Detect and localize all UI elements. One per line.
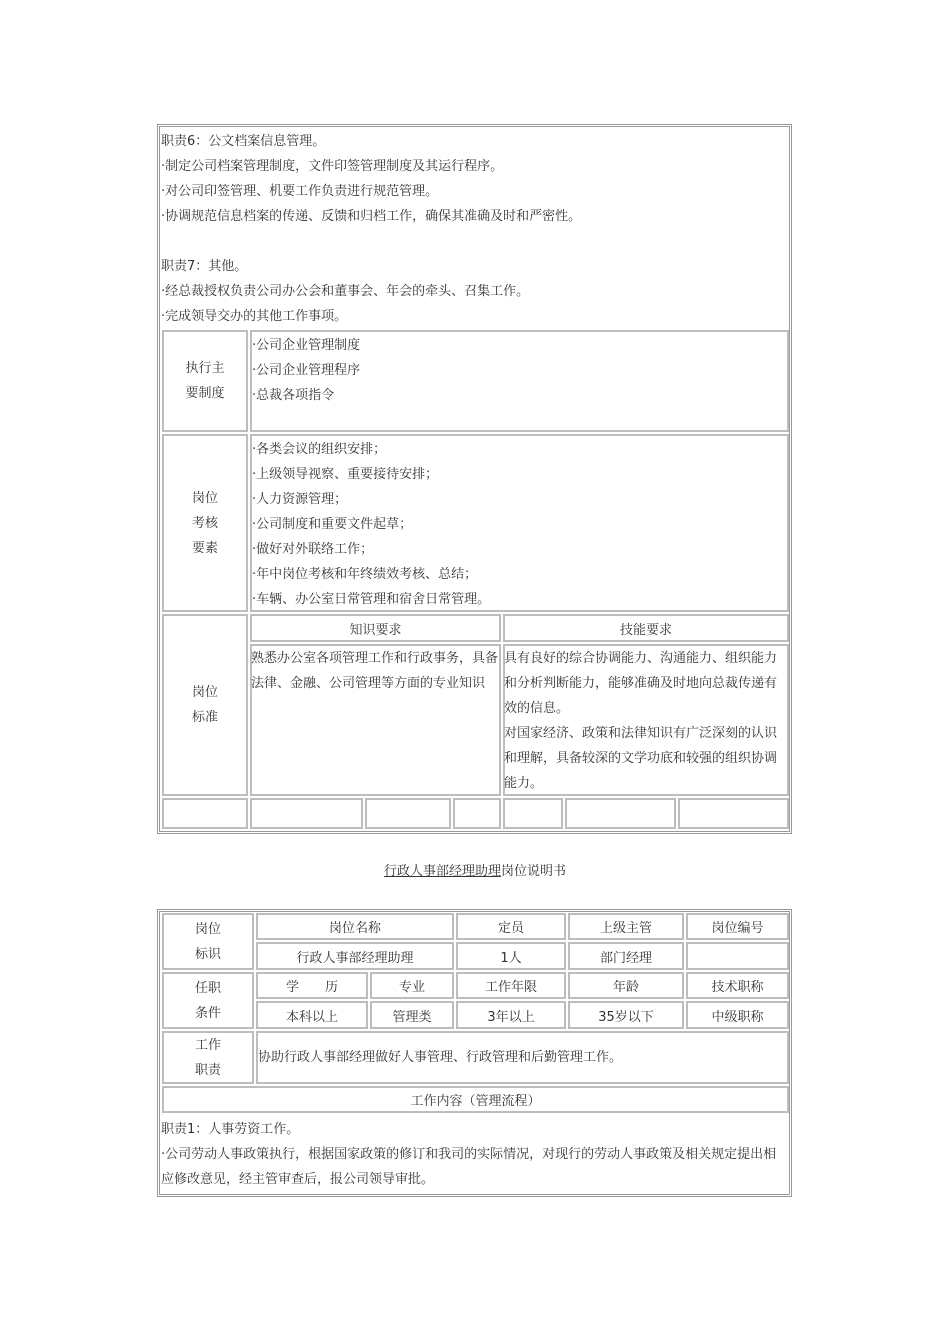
qualifications-label: [162, 972, 254, 1029]
identity-header: 上级主管: [568, 913, 684, 940]
assessment-item: ·做好对外联络工作；: [252, 542, 374, 557]
assessment-label: [162, 434, 248, 612]
empty-cell: [565, 798, 676, 829]
duty7-item: ·经总裁授权负责公司办公会和董事会、年会的牵头、召集工作。: [161, 284, 530, 299]
duties-text: 协助行政人事部经理做好人事管理、行政管理和后勤管理工作。: [258, 1050, 623, 1065]
duties-label: [162, 1031, 254, 1084]
qualification-value: 中级职称: [686, 1001, 789, 1029]
empty-cell: [365, 798, 451, 829]
standard-label: [162, 614, 248, 796]
document-title: [0, 860, 950, 884]
identity-label: [162, 913, 254, 970]
duty1-text: ·公司劳动人事政策执行，根据国家政策的修订和我司的实际情况，对现行的劳动人事政策及相关规定提出相应修改意见，经主管审查后，报公司领导审批。: [161, 1147, 777, 1187]
assessment-label-line1: 岗位: [191, 490, 218, 506]
identity-value: 1人: [456, 942, 566, 970]
identity-header: 岗位名称: [256, 913, 454, 940]
assessment-item: ·公司制度和重要文件起草；: [252, 517, 413, 532]
duty6-item: ·对公司印签管理、机要工作负责进行规范管理。: [161, 184, 439, 199]
regulations-item: ·公司企业管理制度: [252, 338, 361, 353]
skill-text: 对国家经济、政策和法律知识有广泛深刻的认识和理解，具备较深的文学功底和较强的组织协调能力。: [504, 726, 778, 791]
identity-value: [686, 942, 789, 970]
knowledge-header: 知识要求: [250, 614, 501, 642]
assessment-item: ·各类会议的组织安排；: [252, 442, 387, 457]
assessment-item: ·年中岗位考核和年终绩效考核、总结；: [252, 567, 478, 582]
qualification-header: 专业: [370, 972, 454, 999]
standard-label-line2: 标准: [191, 710, 218, 725]
document-title-position: 行政人事部经理助理: [383, 864, 501, 879]
regulations-label: [162, 330, 248, 432]
knowledge-text: 熟悉办公室各项管理工作和行政事务，具备法律、金融、公司管理等方面的专业知识: [251, 651, 499, 691]
identity-label-line1: 岗位: [194, 921, 221, 937]
qualification-value: 3年以上: [456, 1001, 566, 1029]
regulations-label-line1: 执行主: [185, 361, 225, 376]
identity-value: 部门经理: [568, 942, 684, 970]
assessment-label-line3: 要素: [191, 540, 218, 556]
standard-label-line1: 岗位: [191, 685, 218, 700]
duty6-item: ·制定公司档案管理制度，文件印签管理制度及其运行程序。: [161, 159, 504, 174]
empty-cell: [678, 798, 789, 829]
assessment-item: ·人力资源管理；: [252, 492, 348, 507]
duties-label-line2: 职责: [194, 1062, 221, 1078]
skill-text: 具有良好的综合协调能力、沟通能力、组织能力和分析判断能力，能够准确及时地向总裁传递有效的信息。: [504, 651, 778, 716]
qualification-header: 工作年限: [456, 972, 566, 999]
duty6-item: ·协调规范信息档案的传递、反馈和归档工作，确保其准确及时和严密性。: [161, 209, 582, 224]
duty7-item: ·完成领导交办的其他工作事项。: [161, 309, 348, 324]
qualifications-label-line2: 条件: [194, 1005, 221, 1021]
qualification-header: 学 历: [256, 972, 368, 999]
empty-cell: [162, 798, 248, 829]
qualifications-label-line1: 任职: [194, 980, 221, 996]
qualification-value: 本科以上: [256, 1001, 368, 1029]
document-title-suffix: 岗位说明书: [501, 864, 567, 879]
duty6-title: 职责6：公文档案信息管理。: [161, 134, 326, 149]
regulations-item: ·公司企业管理程序: [252, 363, 361, 378]
work-content-header: 工作内容（管理流程）: [162, 1086, 789, 1113]
empty-cell: [503, 798, 563, 829]
qualification-header: 年龄: [568, 972, 684, 999]
identity-label-line2: 标识: [194, 946, 221, 962]
empty-cell: [453, 798, 501, 829]
qualification-value: 35岁以下: [568, 1001, 684, 1029]
regulations-item: ·总裁各项指令: [252, 388, 335, 403]
identity-header: 岗位编号: [686, 913, 789, 940]
duty7-title: 职责7：其他。: [161, 259, 248, 274]
assessment-item: ·上级领导视察、重要接待安排；: [252, 467, 439, 482]
assessment-label-line2: 考核: [191, 515, 218, 531]
regulations-label-line2: 要制度: [185, 386, 225, 401]
qualification-value: 管理类: [370, 1001, 454, 1029]
identity-value: 行政人事部经理助理: [256, 942, 454, 970]
duty1-title: 职责1：人事劳资工作。: [161, 1122, 300, 1137]
empty-cell: [250, 798, 363, 829]
assessment-item: ·车辆、办公室日常管理和宿舍日常管理。: [252, 592, 491, 607]
qualification-header: 技术职称: [686, 972, 789, 999]
duties-label-line1: 工作: [194, 1037, 221, 1053]
identity-header: 定员: [456, 913, 566, 940]
skill-header: 技能要求: [503, 614, 789, 642]
